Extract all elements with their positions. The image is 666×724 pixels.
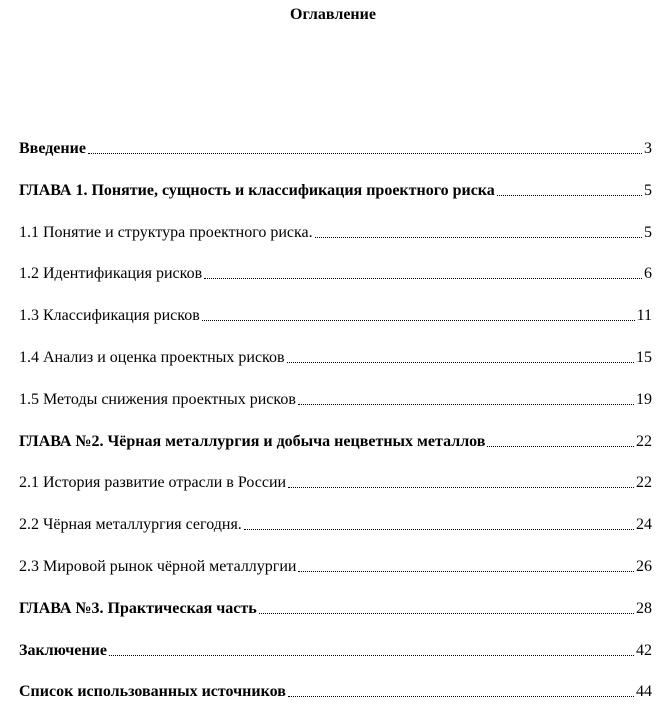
dot-leader <box>288 473 634 488</box>
table-of-contents <box>19 139 652 724</box>
dot-leader <box>487 432 634 447</box>
toc-entry[interactable] <box>19 557 652 599</box>
toc-title: Оглавление <box>290 6 376 23</box>
toc-entry-page: 19 <box>636 390 652 408</box>
toc-entry[interactable] <box>19 390 652 432</box>
toc-entry[interactable] <box>19 139 652 181</box>
toc-entry-page: 6 <box>644 265 652 283</box>
dot-leader <box>202 306 635 321</box>
toc-entry-page: 11 <box>636 307 652 325</box>
toc-entry-label: 1.5 Методы снижения проектных рисков <box>19 390 296 408</box>
toc-entry[interactable] <box>19 515 652 557</box>
toc-entry-page: 22 <box>636 432 652 450</box>
toc-entry-page: 22 <box>636 474 652 492</box>
dot-leader <box>288 682 634 697</box>
dot-leader <box>315 223 642 238</box>
toc-entry-label: ГЛАВА №3. Практическая часть <box>19 599 257 617</box>
toc-entry-label: 2.3 Мировой рынок чёрной металлургии <box>19 557 297 575</box>
toc-entry[interactable] <box>19 432 652 474</box>
toc-entry-page: 24 <box>636 516 652 534</box>
toc-entry[interactable] <box>19 223 652 265</box>
toc-entry-page: 28 <box>636 599 652 617</box>
toc-entry-label: Список использованных источников <box>19 683 286 701</box>
toc-entry-label: 1.1 Понятие и структура проектного риска. <box>19 223 313 241</box>
toc-entry-label: ГЛАВА №2. Чёрная металлургия и добыча нецветных металлов <box>19 432 486 450</box>
dot-leader <box>88 139 642 154</box>
dot-leader <box>244 515 634 530</box>
toc-entry[interactable] <box>19 473 652 515</box>
toc-entry-label: 1.2 Идентификация рисков <box>19 265 203 283</box>
dot-leader <box>298 557 634 572</box>
toc-entry-page: 5 <box>644 181 652 199</box>
dot-leader <box>298 390 634 405</box>
toc-entry-label: Заключение <box>19 641 107 659</box>
toc-entry-page: 42 <box>636 641 652 659</box>
dot-leader <box>497 181 642 196</box>
toc-entry-label: ГЛАВА 1. Понятие, сущность и классификация проектного риска <box>19 181 495 199</box>
toc-entry-label: 2.1 История развитие отрасли в России <box>19 474 287 492</box>
toc-entry-label: 2.2 Чёрная металлургия сегодня. <box>19 516 242 534</box>
toc-entry-label: Введение <box>19 140 86 157</box>
dot-leader <box>109 641 634 656</box>
toc-entry[interactable] <box>19 264 652 306</box>
toc-entry-page: 44 <box>636 683 652 701</box>
toc-entry-page: 3 <box>644 140 652 157</box>
toc-entry[interactable] <box>19 306 652 348</box>
toc-entry-page: 15 <box>636 348 652 366</box>
toc-entry[interactable] <box>19 181 652 223</box>
toc-entry-label: 1.3 Классификация рисков <box>19 307 200 325</box>
dot-leader <box>287 348 634 363</box>
dot-leader <box>204 264 642 279</box>
toc-entry-label: 1.4 Анализ и оценка проектных рисков <box>19 348 285 366</box>
toc-entry-page: 26 <box>636 557 652 575</box>
toc-entry[interactable] <box>19 641 652 683</box>
toc-entry[interactable] <box>19 599 652 641</box>
dot-leader <box>259 599 634 614</box>
toc-entry[interactable] <box>19 348 652 390</box>
toc-entry-page: 5 <box>644 223 652 241</box>
